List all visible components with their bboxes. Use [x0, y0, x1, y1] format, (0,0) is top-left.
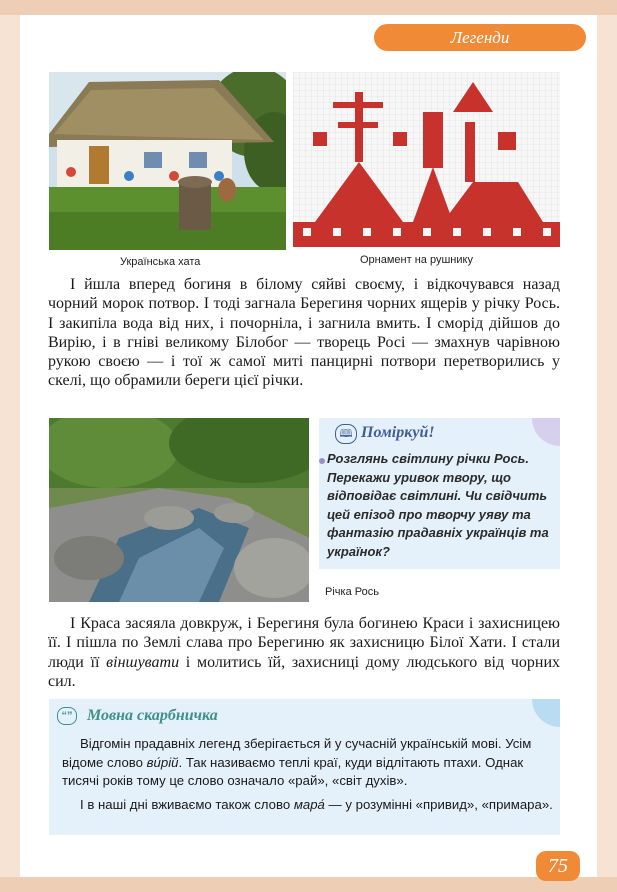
legend-paragraph-2-text: [48, 614, 560, 691]
think-box-text: Розглянь світлину річки Рось. Перекажи уривок твору, що відповідає світлині. Чи свідчить цей епізод про творчу уяву та фантазію прадавніх українців та українок?: [327, 451, 549, 559]
bullet-icon: [319, 458, 325, 464]
treasury-box-text: [62, 735, 554, 819]
p2-italic-word: віншувати: [106, 653, 180, 671]
page-number: 75: [536, 851, 580, 881]
quote-icon: “”: [57, 707, 77, 725]
top-ornament-border: [0, 0, 617, 15]
treasury-paragraph-1: [62, 735, 554, 791]
ornament-caption: Орнамент на рушнику: [360, 254, 473, 266]
hut-photo: [49, 72, 286, 250]
bottom-ornament-border: [0, 877, 617, 892]
think-box: [319, 418, 560, 569]
t2-start: І в наші дні вживаємо також слово: [80, 796, 294, 812]
legend-paragraph-1-text: І йшла вперед богиня в білому сяйві своєму, і відкочувався назад чорний морок потвор. І тоді загнала Берегиня чорних ящерів у річку Рось. І закипіла вода від них, і почорніла, і загнила вмить. І сморід дійшов до Вирію, і в гніві великому Білобог — творець Росі — змахнув чарівною рукою своєю — і тої ж самої миті панцирні потвори перетворились у скелі, що обрамили береги цієї річки.: [48, 276, 560, 390]
think-box-title: Поміркуй!: [361, 424, 435, 441]
t1-start: Відгомін прадавніх легенд зберігається й у сучасній українській мові. Усім відоме слово: [62, 736, 532, 770]
river-caption: Річка Рось: [325, 586, 379, 598]
legend-paragraph-2: [48, 614, 560, 691]
t1-end: . Так називаємо теплі краї, куди відлітають птахи. Однак тисячі років тому це слово означало «рай», «світ духів».: [62, 754, 524, 788]
river-photo: [49, 418, 309, 602]
hut-caption: Українська хата: [120, 256, 201, 268]
ornament-photo: [293, 72, 560, 247]
book-icon: 🕮: [335, 424, 357, 444]
legend-paragraph-1: [48, 275, 560, 391]
t2-end: — у розумінні «привид», «примара».: [324, 796, 553, 812]
section-tab: Легенди: [374, 24, 586, 51]
t1-italic-word: ви́рій: [146, 754, 179, 770]
treasury-box-title: Мовна скарбничка: [87, 707, 218, 724]
p2-text-start: І Краса засяяла довкруж, і Берегиня була богинею Краси і захисницею її. І пішла по Землі слава про Берегиню як захисницю Білої Хати. І стали люди її: [48, 615, 560, 671]
p2-text-end: і молитись їй, захисниці дому людського від чорних сил.: [48, 653, 561, 690]
corner-decoration: [532, 699, 560, 727]
corner-decoration: [532, 418, 560, 446]
t2-italic-word: мара́: [293, 796, 325, 812]
treasury-paragraph-2: [62, 796, 554, 815]
